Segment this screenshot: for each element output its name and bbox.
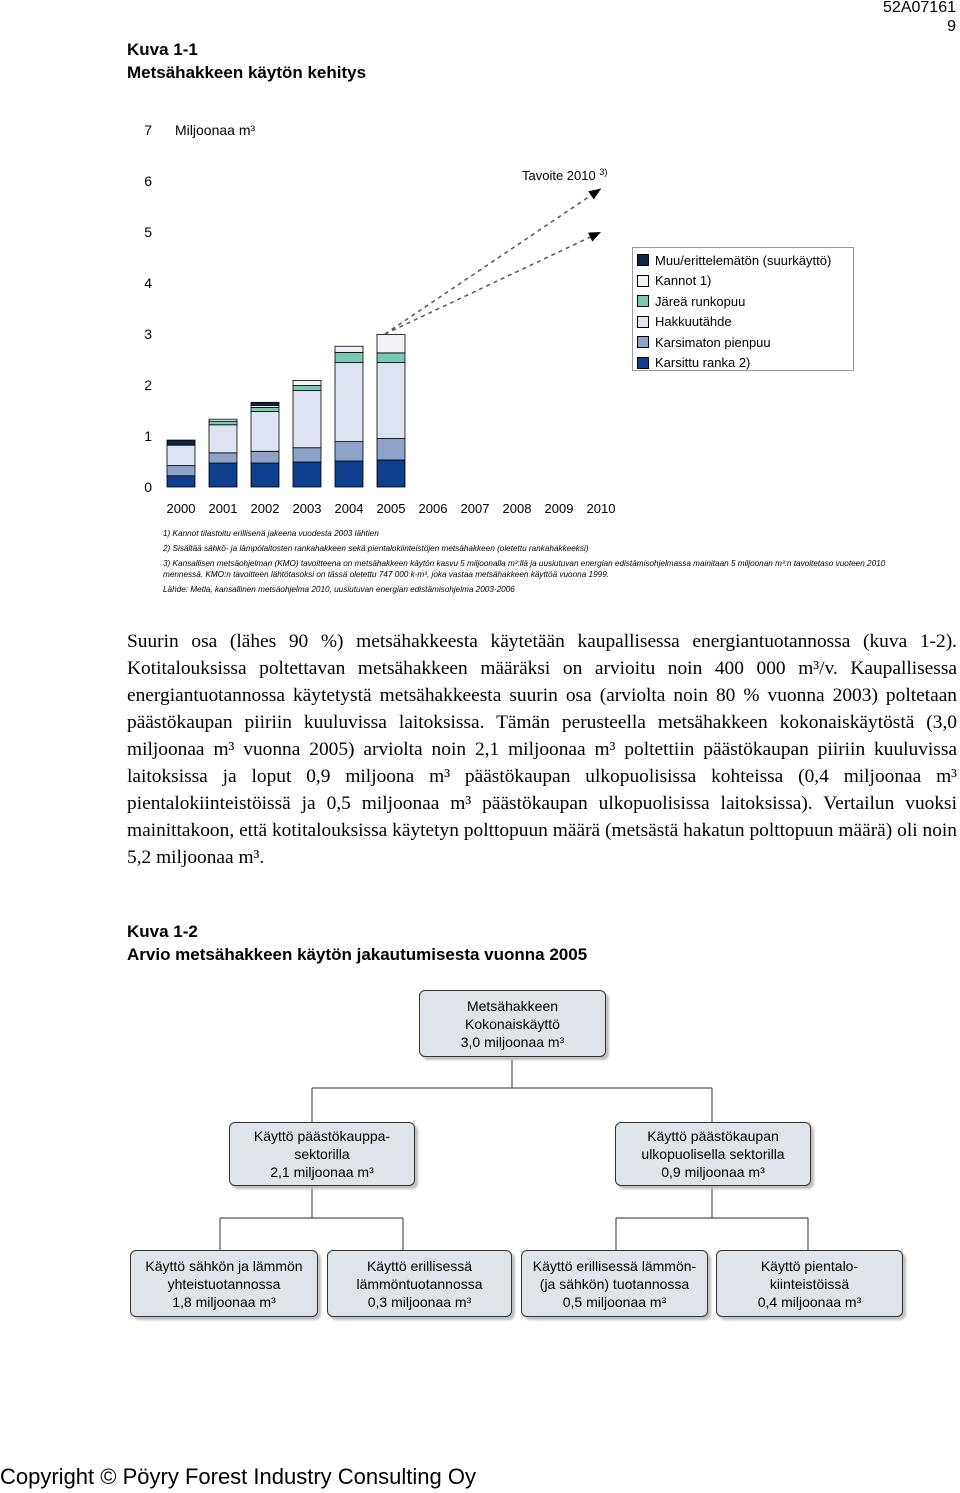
node-line: Käyttö erillisessä — [366, 1257, 473, 1274]
body-paragraph: Suurin osa (lähes 90 %) metsähakkeesta käytetään kaupallisessa energiantuotannossa (kuva 1-2). Kotitalouksissa poltettavan metsähakkeen määräksi on arvioitu noin 400 000 m³/v. Kaupallisessa energiantuotannossa käytetystä metsähakkeesta suurin osa (arviolta noin 80 % vuonna 2003) poltetaan päästökaupan piiriin kuuluvissa laitoksissa. Tämän perusteella metsähakkeen kokonaiskäytöstä (3,0 miljoonaa m³ vuonna 2005) arviolta noin 2,1 miljoonaa m³ poltettiin päästökaupan piiriin kuuluvissa laitoksissa ja loput 0,9 miljoona m³ päästökaupan ulkopuolisissa kohteissa (0,4 miljoonaa m³ pientalokiinteistöissä ja 0,5 miljoonaa m³ päästökaupan ulkopuolisissa laitoksissa). Vertailun vuoksi mainittakoon, että kotitalouksissa käytetyn polttopuun määrä (metsästä hakatun polttopuun määrä) oli noin 5,2 miljoonaa m³. — [127, 631, 957, 868]
org-node-emissions-trading — [229, 1122, 415, 1186]
connector-left — [220, 1186, 403, 1250]
target-label: Tavoite 2010 $^{3)}$ — [522, 167, 608, 183]
legend-label: Hakkuutähde — [655, 314, 732, 330]
document-id: 52A07161 — [883, 0, 956, 16]
figure1-label: Kuva 1-1 — [127, 40, 198, 59]
node-line: 0,9 miljoonaa m³ — [661, 1164, 765, 1180]
x-tick-label: 2002 — [250, 501, 280, 516]
legend-label: Karsittu ranka 2) — [655, 355, 751, 371]
org-node-separate-heat — [327, 1250, 512, 1317]
x-tick-label: 2004 — [334, 501, 364, 516]
x-tick-label: 2009 — [544, 501, 574, 516]
node-line: Kokonaiskäyttö — [465, 1015, 560, 1032]
legend-label: Muu/erittelemätön (suurkäyttö) — [655, 252, 832, 268]
connector-right — [616, 1186, 808, 1250]
note-3: 3) Kansallisen metsäohjelman (KMO) tavoitteena on metsähakkeen käytön kasvu 5 miljoonalla m³:llä ja uusiutuvan energian edistämisohjelmassa mainitaan 5 miljoonan m³:n tavoitetaso vuoteen 2010 mennessä. KMO:n tavoitteen lähtötasoksi on tässä oletettu 747 000 k-m³, joka vastaa metsähakkeen käyttöä vuonna 1999. — [163, 559, 886, 579]
node-line: Käyttö päästökauppa- — [253, 1128, 391, 1144]
x-tick-label: 2000 — [166, 501, 196, 516]
y-tick-label: 7 — [144, 122, 152, 138]
org-node-chp — [130, 1250, 318, 1317]
x-tick-label: 2007 — [460, 501, 490, 516]
y-axis-label: Miljoonaa m³ — [175, 122, 256, 138]
figure1-title: Metsähakkeen käytön kehitys — [127, 63, 367, 82]
x-tick-label: 2006 — [418, 501, 448, 516]
node-line: Käyttö sähkön ja lämmön — [145, 1257, 303, 1274]
x-tick-label: 2001 — [208, 501, 238, 516]
node-line: 0,5 miljoonaa m³ — [562, 1293, 667, 1310]
note-1: 1) Kannot tilastoitu erillisenä jakeena vuodesta 2003 lähtien — [163, 529, 379, 538]
note-2: 2) Sisältää sähkö- ja lämpölaitosten rankahakkeen sekä pientalokiinteistöjen metsähakkeen (oletettu rankahakkeeksi) — [163, 544, 589, 553]
node-line: (ja sähkön) tuotannossa — [539, 1275, 690, 1292]
node-line: Käyttö pientalo- — [760, 1257, 859, 1274]
org-node-separate-heat-power — [521, 1250, 708, 1317]
node-line: sektorilla — [294, 1146, 350, 1162]
node-line: lämmöntuotannossa — [356, 1275, 483, 1292]
connector-level1 — [312, 1057, 712, 1122]
node-line: Käyttö päästökaupan — [647, 1128, 779, 1144]
x-tick-label: 2008 — [502, 501, 532, 516]
node-line: 1,8 miljoonaa m³ — [172, 1293, 276, 1310]
legend-label: Karsimaton pienpuu — [655, 334, 771, 350]
node-line: kiinteistöissä — [769, 1275, 850, 1292]
x-tick-label: 2005 — [376, 501, 406, 516]
node-line: 0,3 miljoonaa m³ — [367, 1293, 472, 1310]
node-line: ulkopuolisella sektorilla — [641, 1146, 785, 1162]
legend-label: Kannot 1) — [655, 273, 712, 289]
org-node-root — [419, 990, 606, 1057]
node-line: Metsähakkeen — [466, 997, 559, 1014]
figure2-title: Arvio metsähakkeen käytön jakautumisesta vuonna 2005 — [127, 945, 588, 964]
node-line: 0,4 miljoonaa m³ — [757, 1293, 862, 1310]
node-line: 3,0 miljoonaa m³ — [460, 1033, 565, 1050]
figure2-label: Kuva 1-2 — [127, 922, 198, 941]
copyright-footer: Copyright © Pöyry Forest Industry Consulting Oy — [0, 1464, 476, 1489]
y-tick-label: 5 — [144, 224, 152, 240]
org-node-small-houses — [716, 1250, 903, 1317]
node-line: Käyttö erillisessä lämmön- — [532, 1257, 697, 1274]
node-line: 2,1 miljoonaa m³ — [270, 1164, 374, 1180]
x-tick-label: 2003 — [292, 501, 322, 516]
page-number: 9 — [947, 18, 956, 35]
y-tick-label: 3 — [144, 326, 152, 342]
node-line: yhteistuotannossa — [167, 1275, 281, 1292]
y-tick-label: 6 — [144, 173, 152, 189]
legend-label: Järeä runkopuu — [655, 293, 746, 309]
y-tick-label: 4 — [144, 275, 152, 291]
org-node-outside-trading — [615, 1122, 811, 1186]
y-tick-label: 0 — [144, 479, 152, 495]
y-tick-label: 1 — [144, 428, 152, 444]
x-tick-label: 2010 — [586, 501, 616, 516]
source-note: Lähde: Metla, kansallinen metsäohjelma 2010, uusiutuvan energian edistämisohjelma 2003-2006 — [163, 585, 515, 594]
y-tick-label: 2 — [144, 377, 152, 393]
